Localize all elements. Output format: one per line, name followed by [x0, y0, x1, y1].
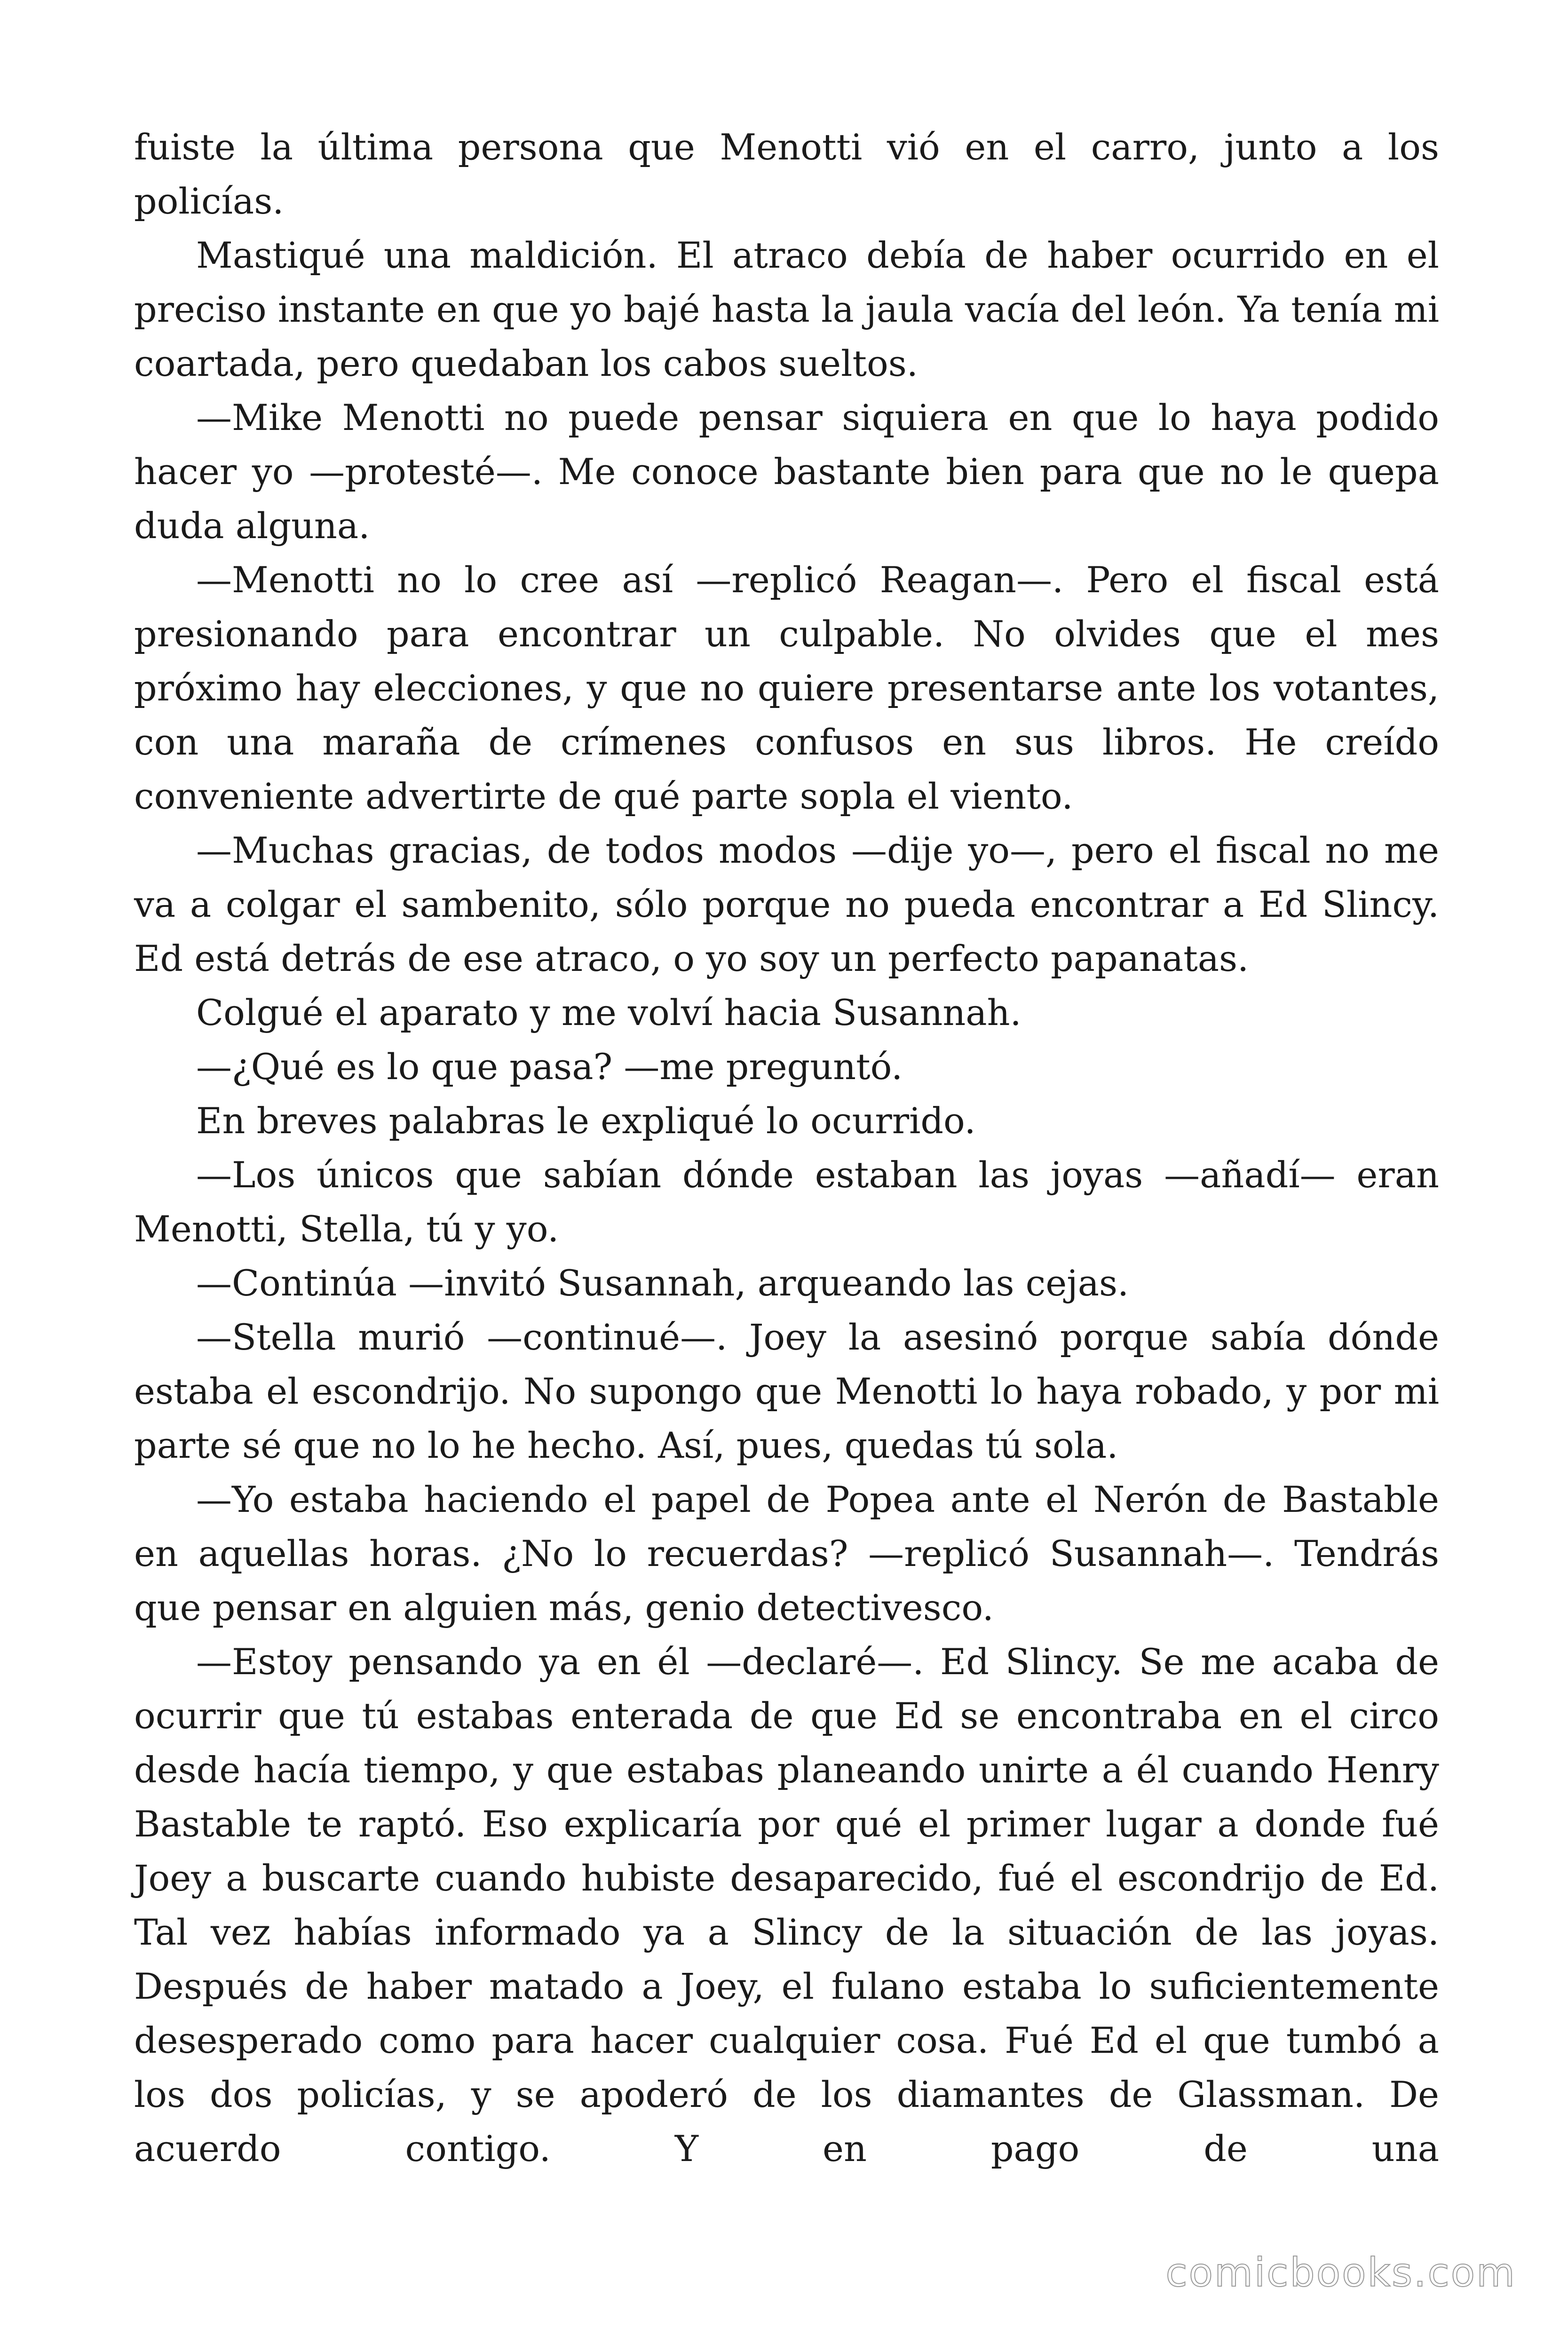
paragraph: —Continúa —invitó Susannah, arqueando las cejas. — [196, 1262, 1129, 1304]
paragraph: —Muchas gracias, de todos modos —dije yo—, pero el fiscal no me va a colgar el sambenito, sólo porque no pueda encontrar a Ed Slincy. Ed está detrás de ese atraco, o yo soy un perfecto papanatas. — [134, 829, 1439, 979]
page-text — [134, 120, 1439, 2176]
paragraph: Mastiqué una maldición. El atraco debía de haber ocurrido en el preciso instante en que yo bajé hasta la jaula vacía del león. Ya tenía mi coartada, pero quedaban los cabos sueltos. — [134, 234, 1439, 384]
paragraph: —Los únicos que sabían dónde estaban las joyas —añadí— eran Menotti, Stella, tú y yo. — [134, 1154, 1439, 1250]
paragraph: —Yo estaba haciendo el papel de Popea ante el Nerón de Bastable en aquellas horas. ¿No lo recuerdas? —replicó Susannah—. Tendrás que pensar en alguien más, genio detectivesco. — [134, 1478, 1439, 1629]
paragraph: En breves palabras le expliqué lo ocurrido. — [196, 1100, 976, 1142]
paragraph: —Menotti no lo cree así —replicó Reagan—. Pero el fiscal está presionando para encontrar un culpable. No olvides que el mes próximo hay elecciones, y que no quiere presentarse ante los votantes, con una maraña de crímenes confusos en sus libros. He creído conveniente advertirte de qué parte sopla el viento. — [134, 559, 1439, 817]
paragraph: —Stella murió —continué—. Joey la asesinó porque sabía dónde estaba el escondrijo. No supongo que Menotti lo haya robado, y por mi parte sé que no lo he hecho. Así, pues, quedas tú sola. — [134, 1316, 1439, 1466]
paragraph: —Mike Menotti no puede pensar siquiera en que lo haya podido hacer yo —protesté—. Me conoce bastante bien para que no le quepa duda alguna. — [134, 397, 1439, 547]
paragraph: fuiste la última persona que Menotti vió en el carro, junto a los policías. — [134, 126, 1439, 222]
paragraph: —Estoy pensando ya en él —declaré—. Ed Slincy. Se me acaba de ocurrir que tú estabas enterada de que Ed se encontraba en el circo desde hacía tiempo, y que estabas planeando unirte a él cuando Henry Bastable te raptó. Eso explicaría por qué el primer lugar a donde fué Joey a buscarte cuando hubiste desaparecido, fué el escondrijo de Ed. Tal vez habías informado ya a Slincy de la situación de las joyas. Después de haber matado a Joey, el fulano estaba lo suficientemente desesperado como para hacer cualquier cosa. Fué Ed el que tumbó a los dos policías, y se apoderó de los diamantes de Glassman. De acuerdo contigo. Y en pago de una — [134, 1641, 1439, 2169]
watermark-logo: comicbooks.com — [1165, 2249, 1516, 2296]
paragraph: Colgué el aparato y me volví hacia Susannah. — [196, 992, 1022, 1033]
paragraph: —¿Qué es lo que pasa? —me preguntó. — [196, 1046, 903, 1088]
